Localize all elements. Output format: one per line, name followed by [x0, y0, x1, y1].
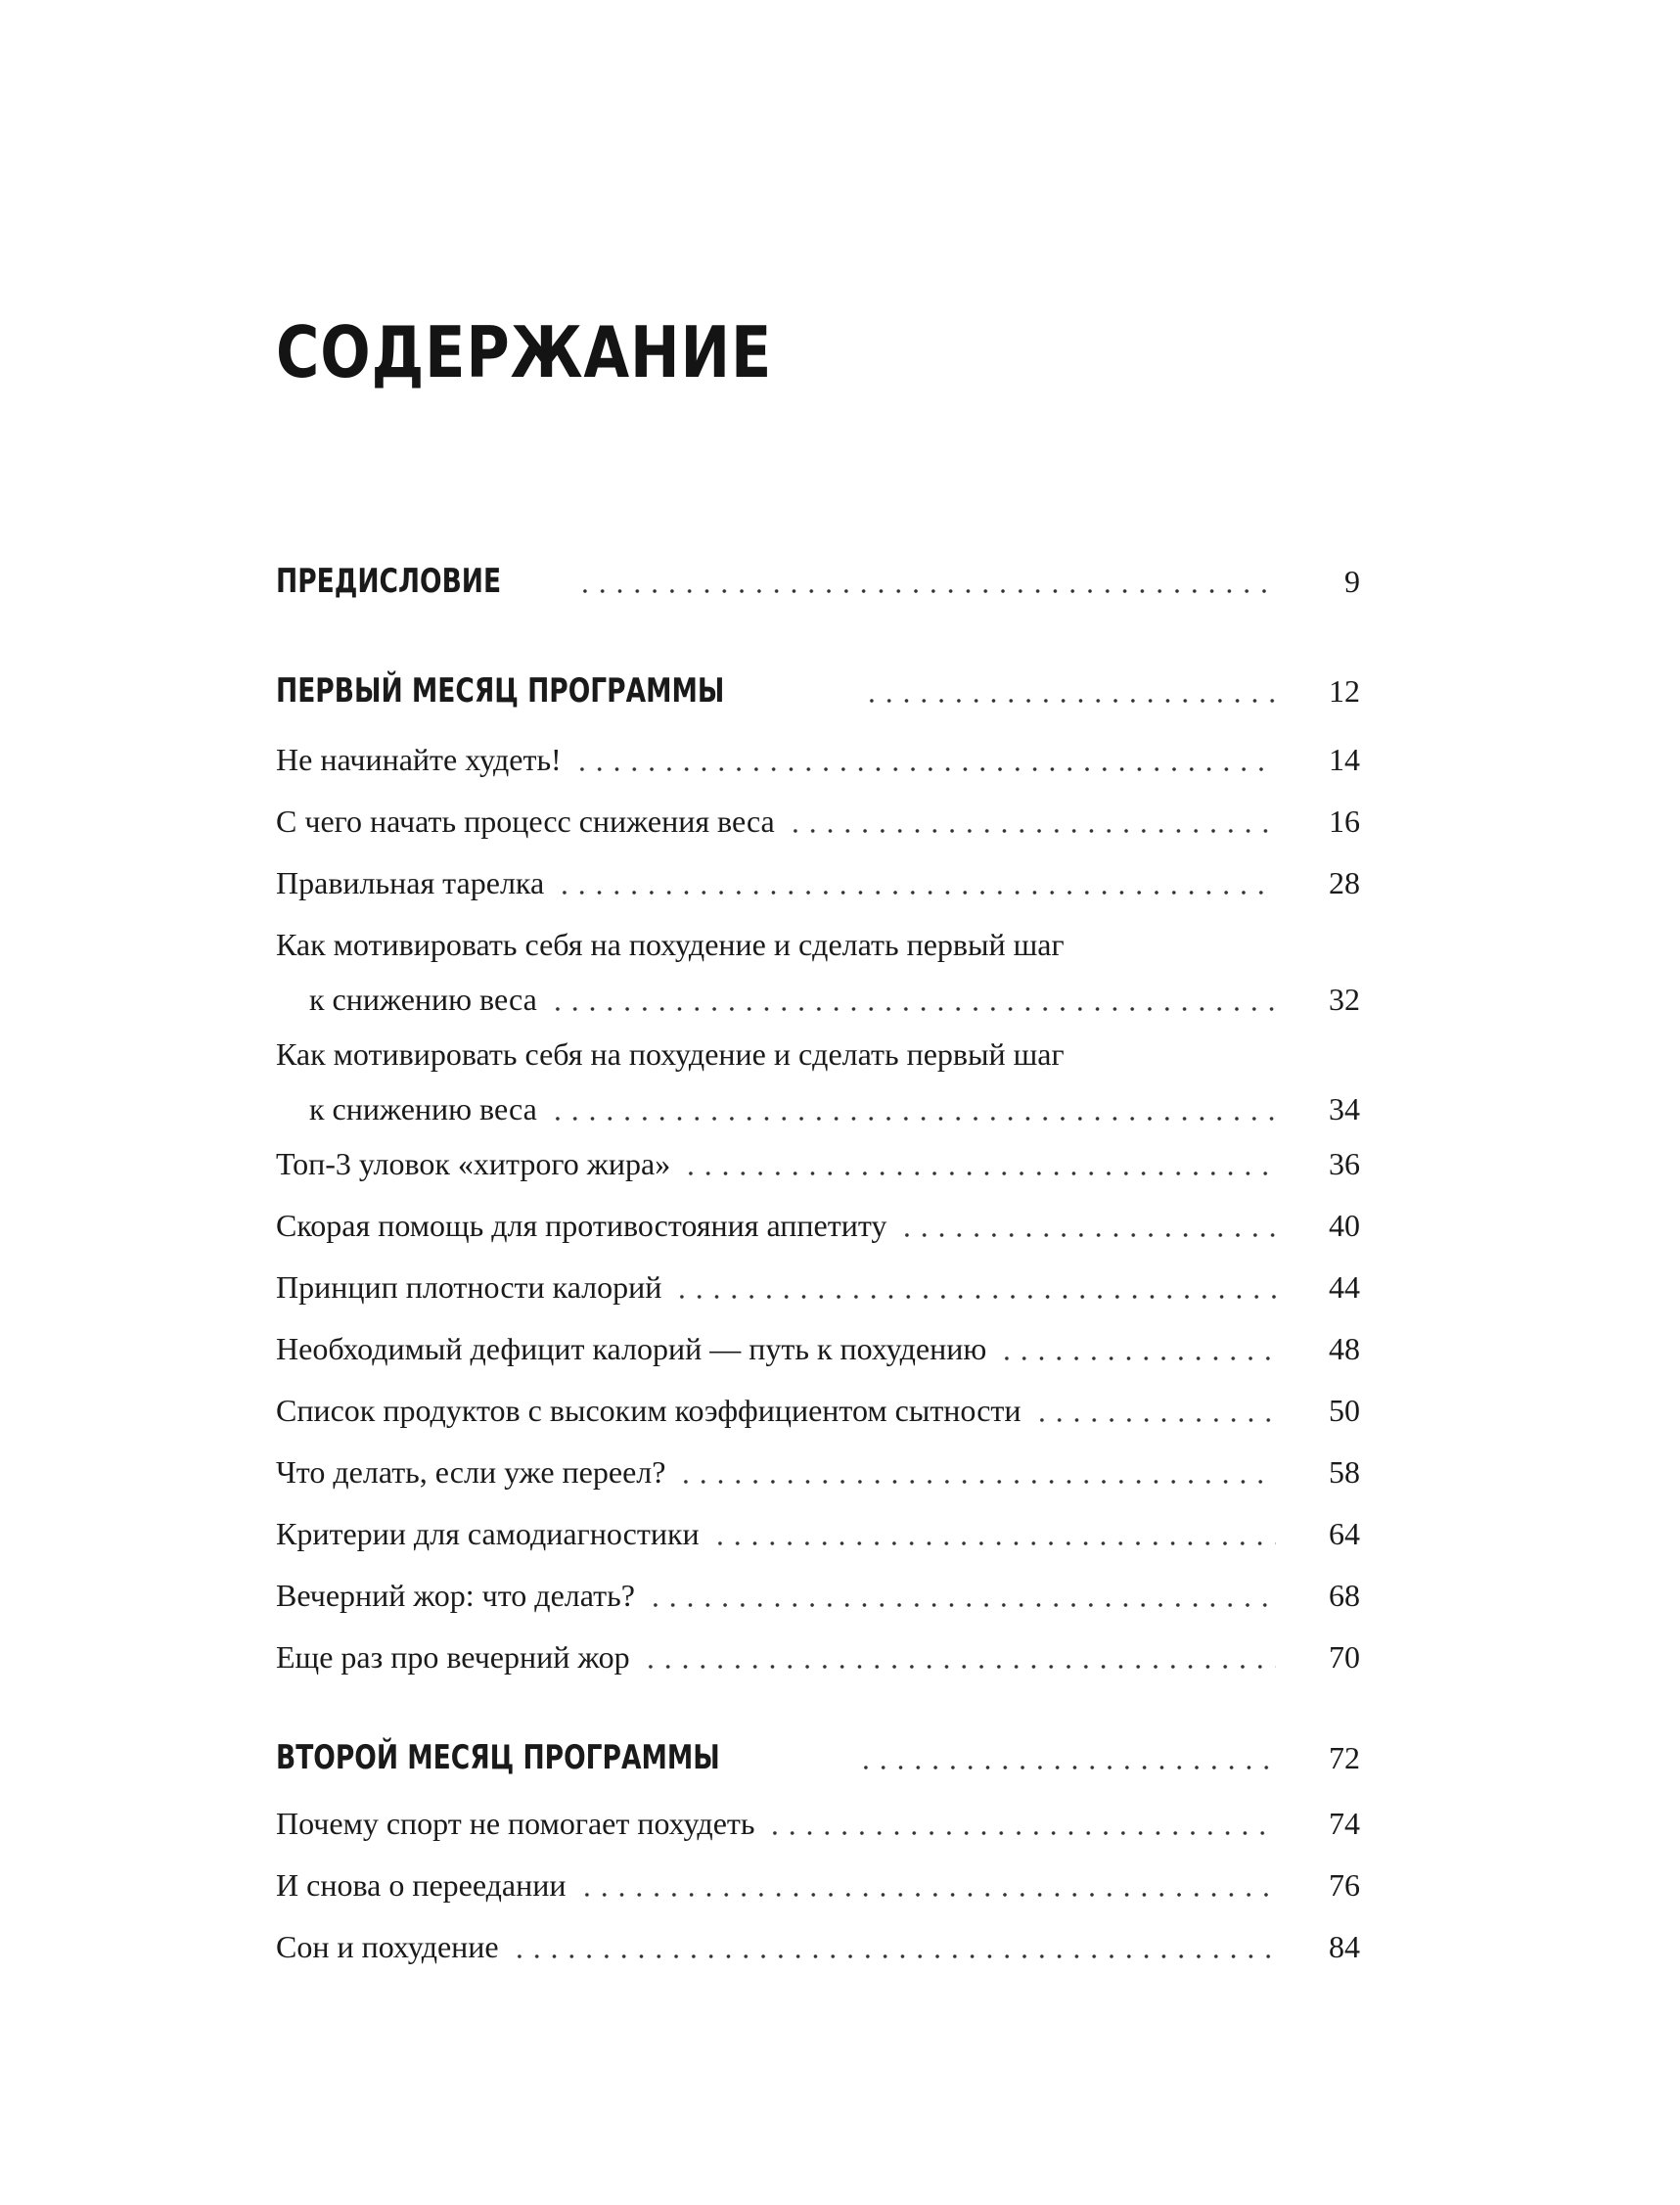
toc-item[interactable]: [276, 1576, 1360, 1615]
toc-entry-continuation: [276, 1089, 1360, 1128]
toc-entry-label: Еще раз про вечерний жор: [276, 1639, 630, 1675]
toc-section-month-1[interactable]: [276, 671, 1360, 711]
toc-page-number: 68: [1329, 1578, 1360, 1613]
toc-entry-label: ПРЕДИСЛОВИЕ: [276, 562, 502, 601]
dot-leader: [511, 1954, 1276, 1958]
dot-leader: [682, 1171, 1276, 1175]
toc-page-number: 28: [1329, 865, 1360, 900]
toc-entry-label: Скорая помощь для противостояния аппетиту: [276, 1208, 887, 1243]
toc-page-number: 14: [1329, 742, 1360, 777]
toc-item[interactable]: [276, 1514, 1360, 1553]
toc-page-number: 70: [1329, 1639, 1360, 1675]
dot-leader: [1033, 1418, 1276, 1422]
toc-entry-label: Топ-3 уловок «хитрого жира»: [276, 1146, 671, 1181]
toc-section-preface[interactable]: [276, 562, 1360, 601]
toc-page-number: 72: [1329, 1740, 1360, 1775]
toc-item[interactable]: [276, 740, 1360, 779]
toc-entry-label: Сон и похудение: [276, 1929, 499, 1964]
toc-page-number: 9: [1344, 564, 1360, 599]
toc-entry-label: Список продуктов с высоким коэффициентом сытности: [276, 1393, 1022, 1428]
toc-page-number: 48: [1329, 1331, 1360, 1366]
toc-item[interactable]: [276, 1144, 1360, 1183]
toc-entry-label-cont: к снижению веса: [309, 1091, 537, 1126]
toc-item[interactable]: [276, 1329, 1360, 1368]
dot-leader: [677, 1480, 1276, 1484]
dot-leader: [573, 767, 1276, 771]
toc-entry-label: ВТОРОЙ МЕСЯЦ ПРОГРАММЫ: [276, 1738, 720, 1777]
toc-page-number: 36: [1329, 1146, 1360, 1181]
dot-leader: [673, 1295, 1276, 1299]
toc-entry-label: И снова о переедании: [276, 1867, 567, 1903]
dot-leader: [556, 891, 1276, 895]
dot-leader: [549, 1117, 1276, 1121]
dot-leader: [787, 829, 1276, 833]
toc-entry-label: ПЕРВЫЙ МЕСЯЦ ПРОГРАММЫ: [276, 671, 725, 711]
toc-item[interactable]: [276, 1034, 1360, 1128]
toc-page-number: 50: [1329, 1393, 1360, 1428]
dot-leader: [711, 1541, 1276, 1545]
toc-page-number: 16: [1329, 804, 1360, 839]
toc-entry-label: Необходимый дефицит калорий — путь к похудению: [276, 1331, 987, 1366]
toc-page-number: 76: [1329, 1867, 1360, 1903]
toc-entry-label: Как мотивировать себя на похудение и сделать первый шаг: [276, 927, 1065, 962]
toc-entry-label: С чего начать процесс снижения веса: [276, 804, 775, 839]
toc-entry-label: Что делать, если уже переел?: [276, 1454, 666, 1490]
toc-entry-label: Критерии для самодиагностики: [276, 1516, 700, 1551]
toc-item[interactable]: [276, 1452, 1360, 1492]
toc-item[interactable]: [276, 1804, 1360, 1843]
toc-item[interactable]: [276, 1206, 1360, 1245]
dot-leader: [578, 1893, 1277, 1897]
dot-leader: [642, 1665, 1276, 1669]
dot-leader: [647, 1603, 1276, 1607]
dot-leader: [857, 1766, 1276, 1769]
toc-page-number: 74: [1329, 1806, 1360, 1841]
page-title: СОДЕРЖАНИЕ: [276, 311, 773, 393]
toc-entry-label: Как мотивировать себя на похудение и сделать первый шаг: [276, 1036, 1065, 1072]
toc-item[interactable]: [276, 925, 1360, 1019]
toc-page-number: 32: [1329, 982, 1360, 1017]
toc-item[interactable]: [276, 1637, 1360, 1677]
toc-item[interactable]: [276, 1927, 1360, 1966]
toc-section-month-2[interactable]: [276, 1738, 1360, 1777]
toc-entry-label: Не начинайте худеть!: [276, 742, 562, 777]
toc-page-number: 34: [1329, 1091, 1360, 1126]
toc-page-number: 12: [1329, 673, 1360, 709]
toc-item[interactable]: [276, 863, 1360, 902]
toc-page-number: 40: [1329, 1208, 1360, 1243]
dot-leader: [898, 1233, 1276, 1237]
toc-item[interactable]: [276, 1391, 1360, 1430]
toc-page-number: 44: [1329, 1269, 1360, 1305]
toc-page-number: 64: [1329, 1516, 1360, 1551]
dot-leader: [863, 699, 1276, 703]
toc-entry-continuation: [276, 980, 1360, 1019]
dot-leader: [998, 1356, 1276, 1360]
toc-page-number: 58: [1329, 1454, 1360, 1490]
dot-leader: [576, 589, 1276, 593]
toc-entry-label-cont: к снижению веса: [309, 982, 537, 1017]
dot-leader: [766, 1831, 1276, 1835]
toc-item[interactable]: [276, 1267, 1360, 1307]
toc-entry-label: Вечерний жор: что делать?: [276, 1578, 635, 1613]
toc-page-number: 84: [1329, 1929, 1360, 1964]
toc-entry-label: Почему спорт не помогает похудеть: [276, 1806, 755, 1841]
toc-item[interactable]: [276, 802, 1360, 841]
toc-entry-label: Правильная тарелка: [276, 865, 545, 900]
dot-leader: [549, 1007, 1276, 1011]
toc-entry-label: Принцип плотности калорий: [276, 1269, 662, 1305]
toc-item[interactable]: [276, 1865, 1360, 1905]
